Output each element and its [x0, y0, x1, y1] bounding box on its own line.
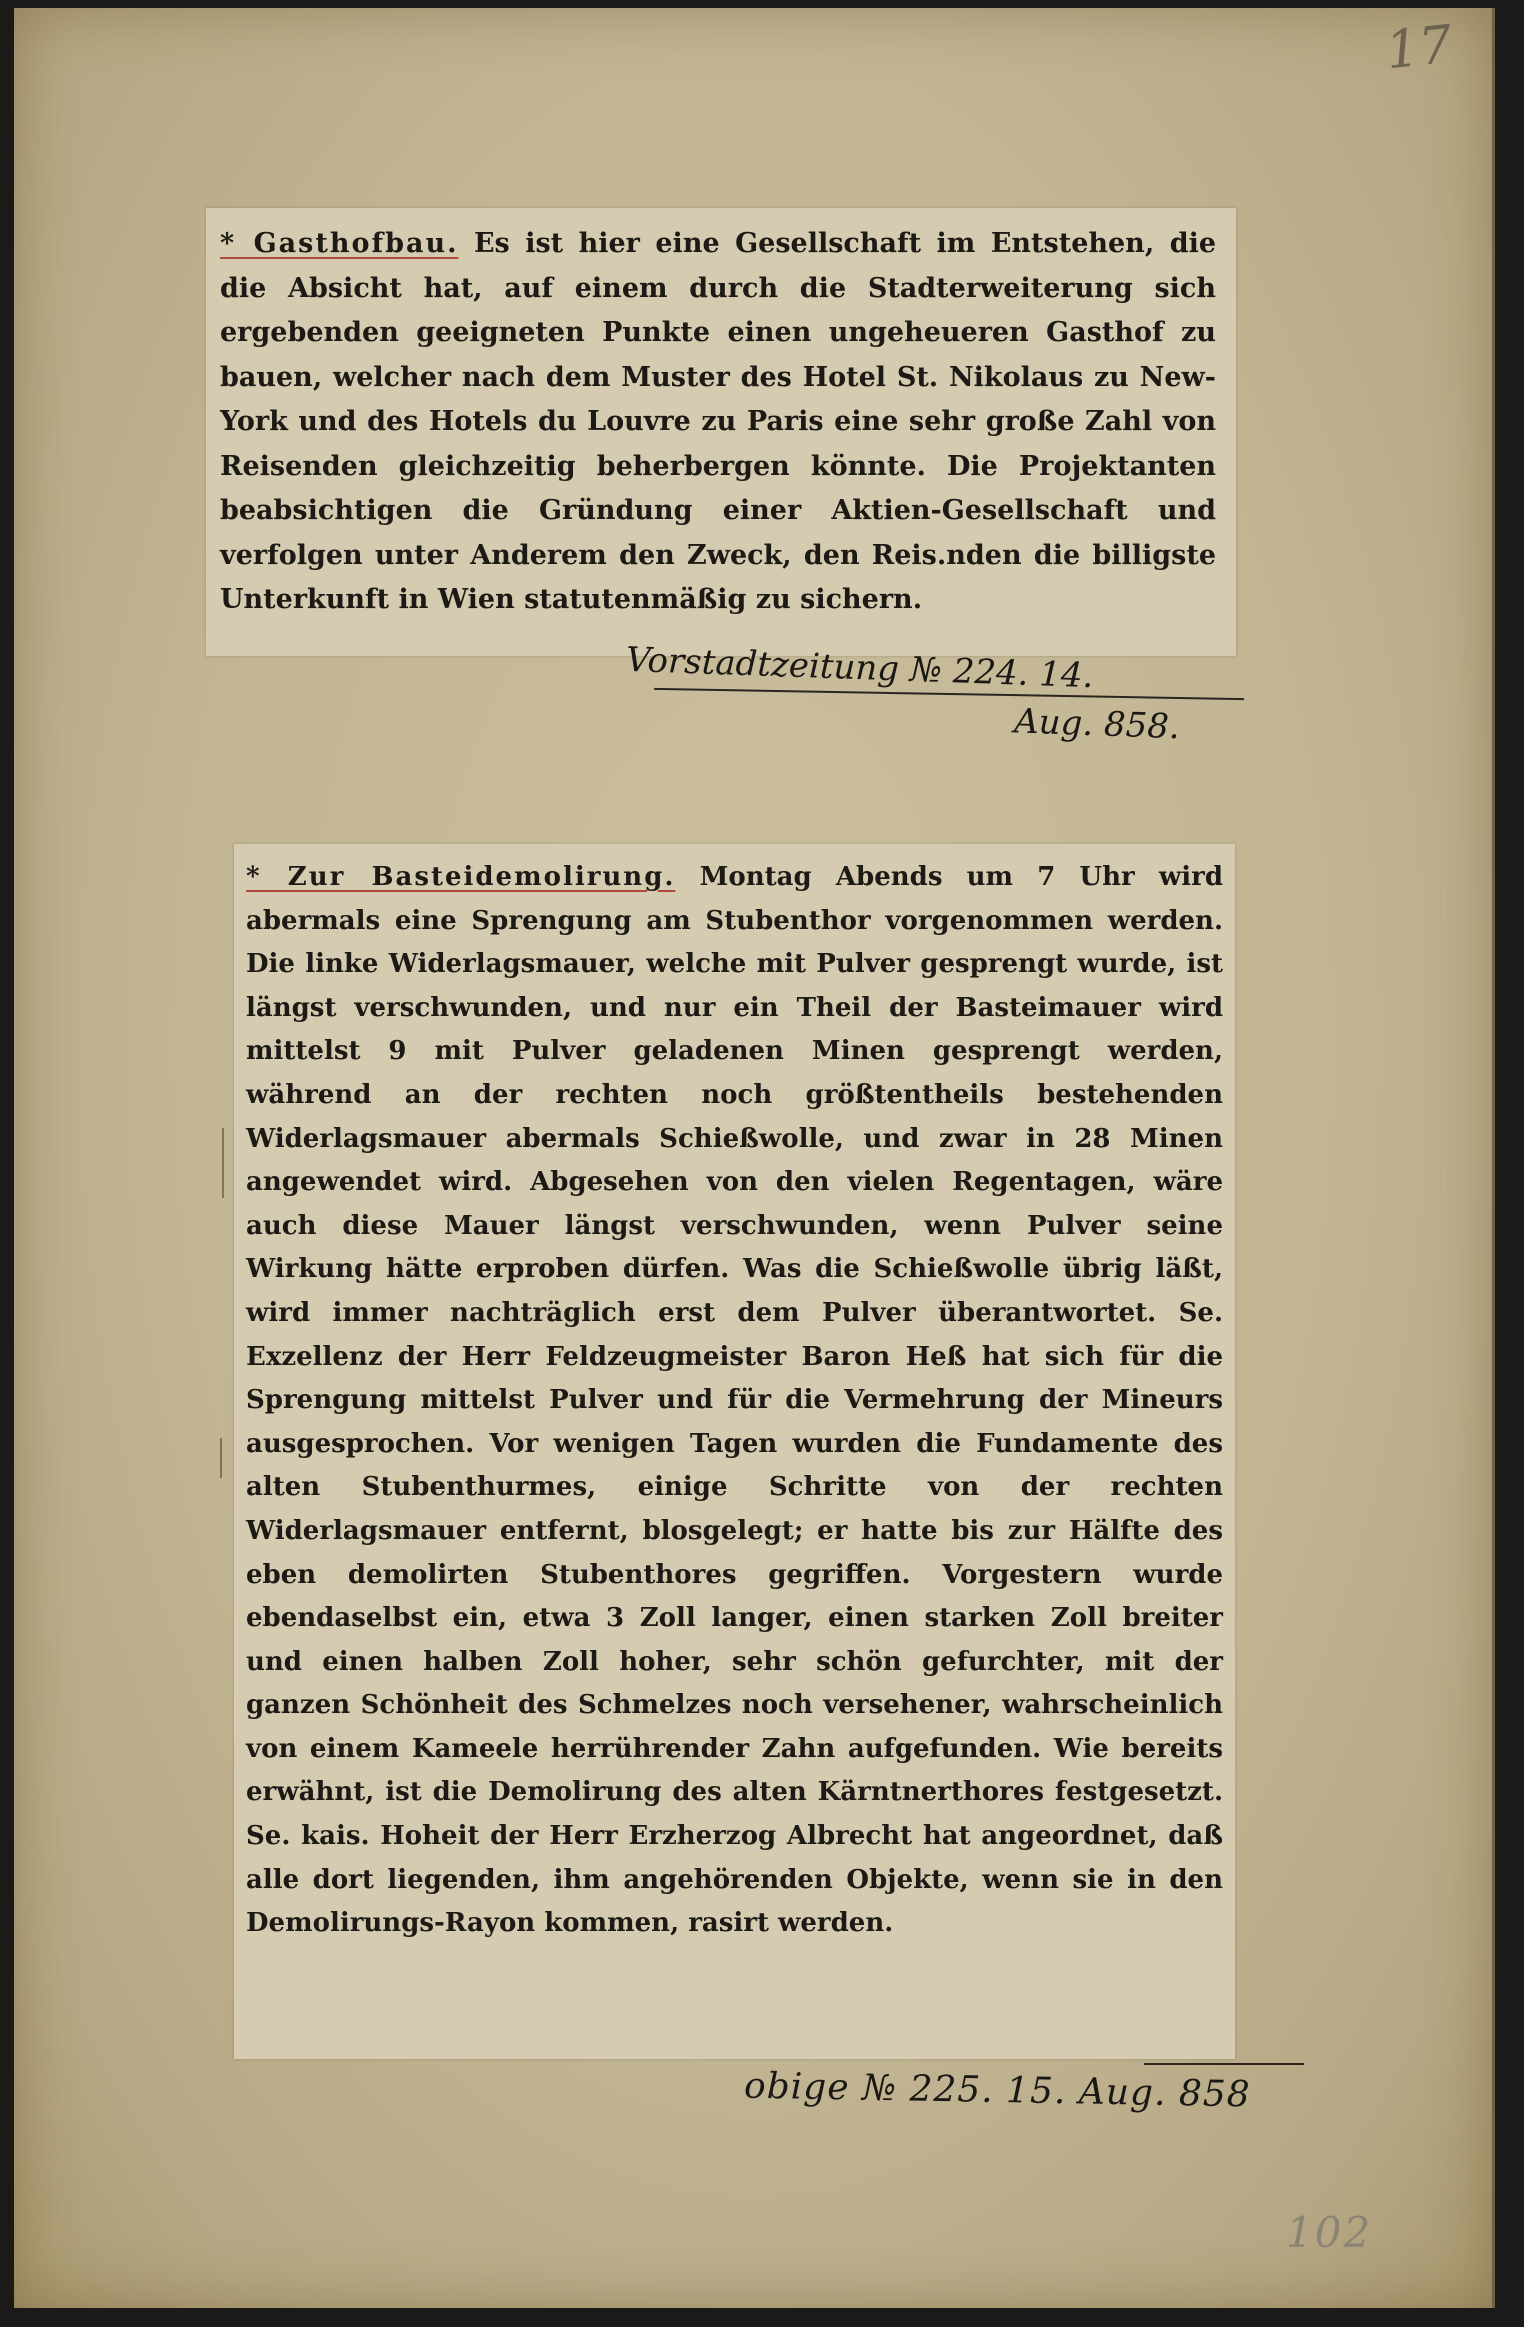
clipping-text [246, 856, 1223, 1946]
clipping-headline: * Zur Basteidemolirung. [246, 862, 676, 892]
handwritten-source-note: obige № 225. 15. Aug. 858 [743, 2065, 1251, 2116]
margin-mark [222, 1128, 224, 1198]
archive-number: 102 [1286, 2208, 1373, 2257]
clipping-text [220, 222, 1216, 623]
handwritten-underline [1144, 2063, 1304, 2065]
margin-mark [220, 1438, 222, 1478]
album-page [14, 8, 1495, 2308]
page-number: 17 [1383, 14, 1456, 82]
newspaper-clipping-gasthofbau [206, 208, 1236, 656]
source-note-date: Aug. 858. [1013, 701, 1181, 748]
source-note-line: Vorstadtzeitung № 224. 14. [625, 639, 1095, 697]
clipping-headline: * Gasthofbau. [220, 228, 459, 259]
clipping-body: Montag Abends um 7 Uhr wird abermals eine Sprengung am Stubenthor vorgenommen werden. Die linke Widerlagsmauer, welche mit Pulver gesprengt wurde, ist längst verschwunden, und nur ein Theil der Basteimauer wird mittelst 9 mit Pulver geladenen Minen gesprengt werden, während an der rechten noch größtentheils bestehenden Widerlagsmauer abermals Schießwolle, und zwar in 28 Minen angewendet wird. Abgesehen von den vielen Regentagen, wäre auch diese Mauer längst verschwunden, wenn Pulver seine Wirkung hätte erproben dürfen. Was die Schießwolle übrig läßt, wird immer nachträglich erst dem Pulver überantwortet. Se. Exzellenz der Herr Feldzeugmeister Baron Heß hat sich für die Sprengung mittelst Pulver und für die Vermehrung der Mineurs ausgesprochen. Vor wenigen Tagen wurden die Fundamente des alten Stubenthurmes, einige Schritte von der rechten Widerlagsmauer entfernt, blosgelegt; er hatte bis zur Hälfte des eben demolirten Stubenthores gegriffen. Vorgestern wurde ebendaselbst ein, etwa 3 Zoll langer, einen starken Zoll breiter und einen halben Zoll hoher, sehr schön gefurchter, mit der ganzen Schönheit des Schmelzes noch versehener, wahrscheinlich von einem Kameele herrührender Zahn aufgefunden. Wie bereits erwähnt, ist die Demolirung des alten Kärntnerthores festgesetzt. Se. kais. Hoheit der Herr Erzherzog Albrecht hat angeordnet, daß alle dort liegenden, ihm angehörenden Objekte, wenn sie in den Demolirungs-Rayon kommen, rasirt werden. [246, 862, 1224, 1939]
newspaper-clipping-basteidemolirung [234, 844, 1235, 2059]
clipping-body: Es ist hier eine Gesellschaft im Entstehen, die die Absicht hat, auf einem durch die Stadterweiterung sich ergebenden geeigneten Punkte einen ungeheueren Gasthof zu bauen, welcher nach dem Muster des Hotel St. Nikolaus zu New-York und des Hotels du Louvre zu Paris eine sehr große Zahl von Reisenden gleichzeitig beherbergen könnte. Die Projektanten beabsichtigen die Gründung einer Aktien-Gesellschaft und verfolgen unter Anderem den Zweck, den Reis.nden die billigste Unterkunft in Wien statutenmäßig zu sichern. [220, 228, 1217, 615]
